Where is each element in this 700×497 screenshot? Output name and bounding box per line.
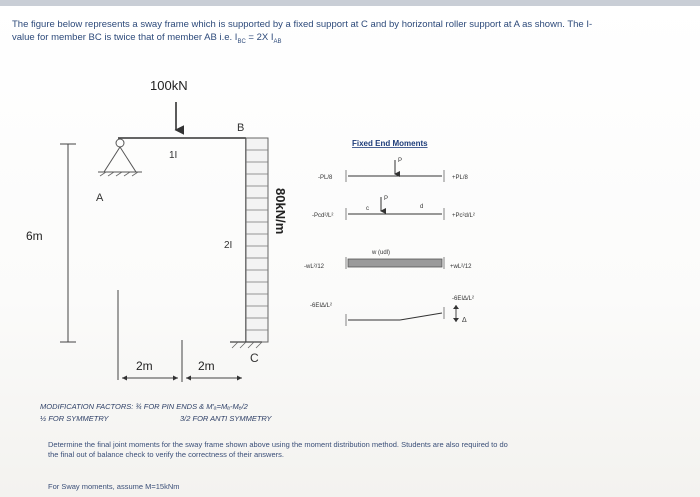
fixed-support-c bbox=[230, 342, 262, 348]
right-span-label: 2m bbox=[198, 359, 215, 373]
problem-statement-line2: value for member BC is twice that of member AB i.e. $I_{BC} = 2X$ $I_{AB}$ bbox=[12, 32, 282, 45]
member-ab-moi-label: 1I bbox=[169, 150, 178, 161]
modification-factors-line1: MODIFICATION FACTORS: ¾ FOR PIN ENDS & M'ₐ=Mₐ-Mₑ/2 bbox=[40, 402, 248, 411]
fem-row3-caption: w (udl) bbox=[372, 250, 391, 256]
fem-row2-beam bbox=[346, 197, 444, 220]
fem-row3-beam bbox=[346, 257, 444, 269]
height-label: 6m bbox=[26, 229, 43, 243]
node-b-label: B bbox=[237, 122, 245, 134]
fem-row2-c: c bbox=[366, 206, 369, 212]
fem-row1-left: -PL/8 bbox=[318, 175, 333, 181]
fem-row4-beam bbox=[346, 305, 459, 326]
fem-row1-right: +PL/8 bbox=[452, 175, 468, 181]
udl-label: 80kN/m bbox=[273, 188, 288, 235]
modification-factors bbox=[40, 401, 272, 425]
top-edge-strip bbox=[0, 0, 700, 6]
fem-row4-left: -6EIΔ/L² bbox=[310, 303, 333, 309]
problem-statement-line1: The figure below represents a sway frame which is supported by a fixed support at C and by horizontal roller support at A as shown. The I- bbox=[12, 19, 593, 30]
problem-statement bbox=[12, 18, 692, 49]
member-bc-moi-label: 2I bbox=[224, 240, 233, 251]
sway-moment-note: For Sway moments, assume M=15kNm bbox=[48, 482, 180, 491]
task-description-line2: the final out of balance check to verify the correctness of their answers. bbox=[48, 450, 284, 459]
roller-support-a bbox=[98, 139, 142, 176]
udl-load-bc bbox=[246, 138, 268, 342]
fem-row2-load: P bbox=[384, 196, 389, 202]
task-description bbox=[48, 440, 688, 460]
fem-row4-delta: Δ bbox=[462, 317, 467, 324]
point-load-label: 100kN bbox=[150, 78, 188, 93]
fem-row2-right: +Pc²d/L² bbox=[452, 213, 475, 219]
fem-row1-load: P bbox=[398, 158, 403, 164]
fem-row4-right: -6EIΔ/L² bbox=[452, 296, 475, 302]
left-span-label: 2m bbox=[136, 359, 153, 373]
fem-row2-left: -Pcd²/L² bbox=[312, 213, 334, 219]
fem-title: Fixed End Moments bbox=[352, 139, 428, 148]
fem-row3-right: +wL²/12 bbox=[450, 264, 472, 270]
modification-factors-line2: ½ FOR SYMMETRY 3/2 FOR ANTI SYMMETRY bbox=[40, 414, 272, 423]
fem-row2-d: d bbox=[420, 204, 424, 210]
sway-frame-diagram bbox=[0, 60, 700, 395]
node-c-label: C bbox=[250, 351, 259, 365]
task-description-line1: Determine the final joint moments for the sway frame shown above using the moment distribution method. Students are also required to do bbox=[48, 440, 508, 449]
height-dimension bbox=[60, 144, 76, 342]
node-a-label: A bbox=[96, 192, 104, 204]
fem-row1-beam bbox=[346, 160, 444, 182]
fem-row3-left: -wL²/12 bbox=[304, 264, 325, 270]
